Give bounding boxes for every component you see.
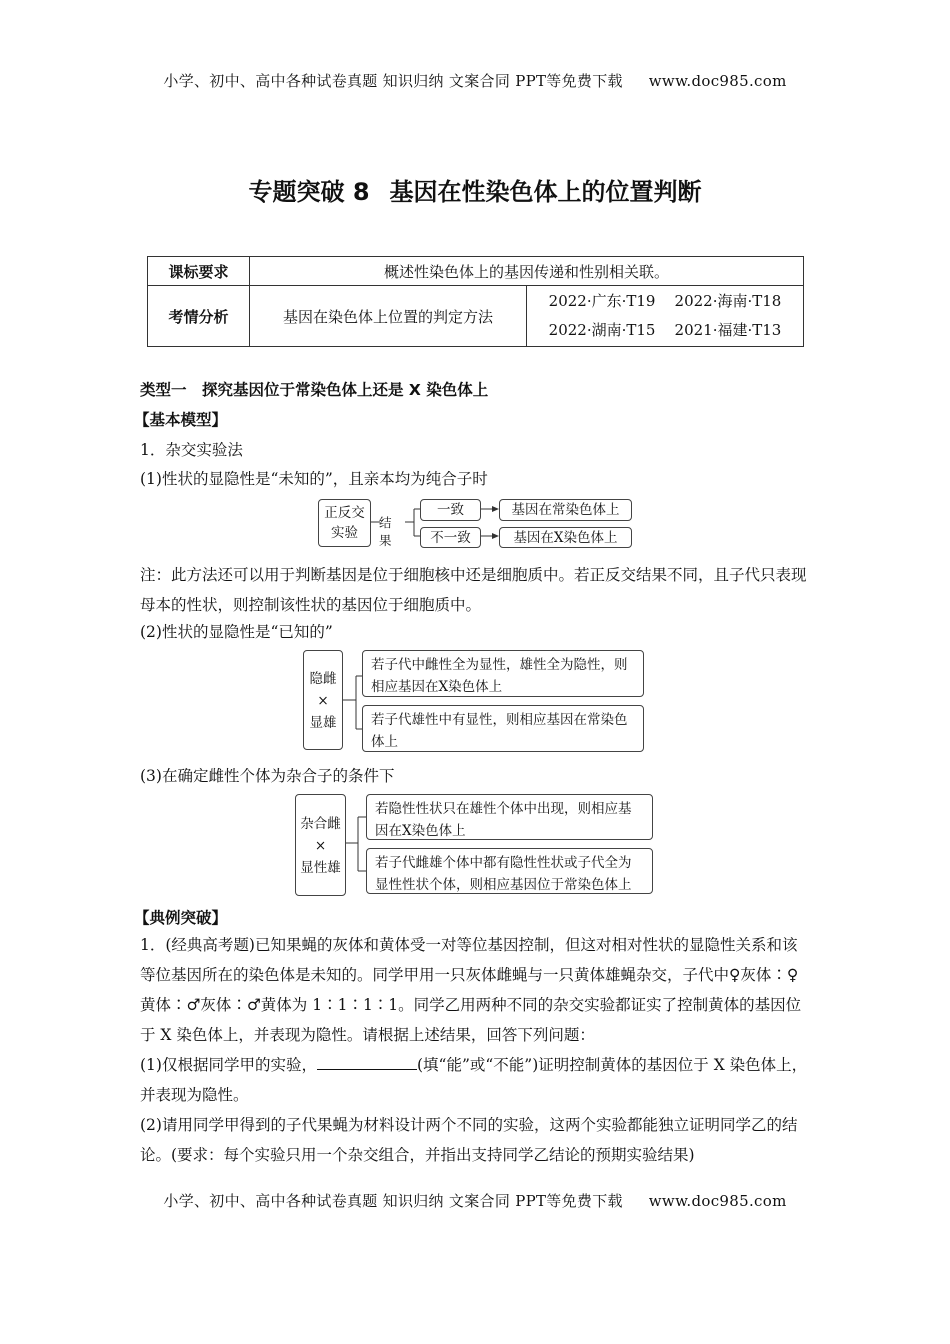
row1-value: 概述性染色体上的基因传递和性别相关联。 [250, 257, 804, 286]
case1-label: (1)性状的显隐性是“未知的”，且亲本均为纯合子时 [140, 470, 488, 488]
diagram3-cross-box [295, 794, 346, 896]
diagram1-conclusion2: 基因在X染色体上 [499, 527, 632, 548]
diagram2-outcome1: 若子代中雌性全为显性，雄性全为隐性，则相应基因在X染色体上 [362, 650, 644, 697]
title-part2: 基因在性染色体上的位置判断 [389, 178, 702, 206]
diagram1-conclusion1: 基因在常染色体上 [499, 499, 632, 521]
diagram2-cross-symbol: × [317, 693, 329, 709]
method1-label: 1．杂交实验法 [140, 441, 243, 459]
diagram1-branch2: 不一致 [420, 527, 481, 548]
diagram1-result-label: 结果 [379, 515, 392, 548]
question1-sub1 [140, 1050, 812, 1110]
refs-line2: 2022·湖南·T15 2021·福建·T13 [548, 321, 782, 339]
case2-label: (2)性状的显隐性是“已知的” [140, 623, 333, 641]
note-paragraph: 注：此方法还可以用于判断基因是位于细胞核中还是细胞质中。若正反交结果不同，且子代只表现母本的性状，则控制该性状的基因位于细胞质中。 [140, 566, 807, 614]
diagram2-male: 显雄 [309, 715, 337, 731]
basic-model-heading: 【基本模型】 [134, 411, 228, 429]
answer-blank[interactable] [317, 1053, 417, 1070]
footer-url[interactable]: www.doc985.com [648, 1192, 787, 1210]
footer-banner [0, 1190, 950, 1211]
sub1-before: (1)仅根据同学甲的实验， [140, 1056, 317, 1074]
diagram2-outcome2: 若子代雄性中有显性，则相应基因在常染色体上 [362, 705, 644, 752]
example-heading: 【典例突破】 [134, 909, 228, 927]
diagram3-outcome1: 若隐性性状只在雄性个体中出现，则相应基因在X染色体上 [366, 794, 653, 840]
diagram3-male: 显性雄 [300, 860, 341, 876]
diagram1-branch1: 一致 [420, 499, 481, 521]
type1-heading: 类型一 探究基因位于常染色体上还是 X 染色体上 [140, 381, 489, 399]
row1-label: 课标要求 [148, 257, 250, 286]
diagram3-outcome2: 若子代雌雄个体中都有隐性性状或子代全为显性性状个体，则相应基因位于常染色体上 [366, 848, 653, 894]
diagram3-cross-symbol: × [314, 838, 327, 854]
question1-sub2: (2)请用同学甲得到的子代果蝇为材料设计两个不同的实验，这两个实验都能独立证明同学乙的结论。(要求：每个实验只用一个杂交组合，并指出支持同学乙结论的预期实验结果) [140, 1116, 798, 1164]
row2-topic: 基因在染色体上位置的判定方法 [250, 286, 527, 347]
diagram3-female: 杂合雌 [300, 816, 341, 832]
row2-label: 考情分析 [148, 286, 250, 347]
title-part1: 专题突破 8 [248, 178, 370, 206]
refs-line1: 2022·广东·T19 2022·海南·T18 [548, 292, 782, 310]
header-text: 小学、初中、高中各种试卷真题 知识归纳 文案合同 PPT等免费下载 [163, 72, 623, 90]
sub1-after: (填“能”或“不能”)证明控制黄体的基因位于 X 染色体上，并表现为隐性。 [140, 1056, 808, 1104]
diagram2-female: 隐雌 [309, 671, 337, 687]
header-url[interactable]: www.doc985.com [648, 72, 787, 90]
diagram1-start-box: 正反交 实验 [318, 499, 371, 547]
case3-label: (3)在确定雌性个体为杂合子的条件下 [140, 767, 395, 785]
footer-text: 小学、初中、高中各种试卷真题 知识归纳 文案合同 PPT等免费下载 [163, 1192, 623, 1210]
question1-stem: 1．(经典高考题)已知果蝇的灰体和黄体受一对等位基因控制，但这对相对性状的显隐性关系和该等位基因所在的染色体是未知的。同学甲用一只灰体雌蝇与一只黄体雄蝇杂交，子代中♀灰体∶♀黄体∶♂灰体∶♂黄体为 1∶1∶1∶1。同学乙用两种不同的杂交实验都证实了控制黄体的基因位于 X 染色体上，并表现为隐性。请根据上述结果，回答下列问题： [140, 936, 802, 1044]
